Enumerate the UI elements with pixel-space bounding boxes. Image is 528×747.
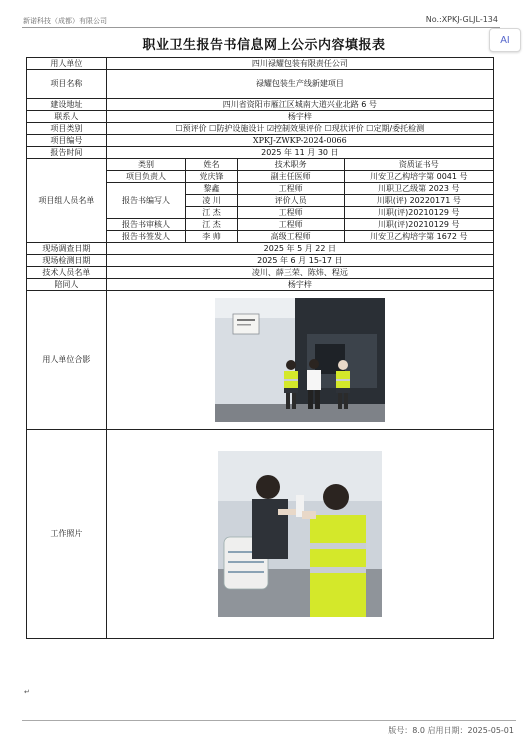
- project-no-label: 项目编号: [27, 135, 107, 147]
- team-header-title: 技术职务: [237, 159, 344, 171]
- team-role-signer: 报告书签发人: [106, 231, 186, 243]
- address-value: 四川省资阳市雁江区城南大道兴业北路 6 号: [106, 99, 493, 111]
- team-name: 李 帅: [186, 231, 237, 243]
- header-divider: [22, 27, 500, 28]
- contact-label: 联系人: [27, 111, 107, 123]
- team-cert: 川职(评)20210129 号: [344, 219, 493, 231]
- company-header: 新诺科技（成都）有限公司: [23, 17, 107, 25]
- group-photo-cell: [106, 291, 493, 430]
- work-photo-cell: [106, 430, 493, 639]
- team-header-category: 类别: [106, 159, 186, 171]
- team-name: 江 杰: [186, 219, 237, 231]
- team-title: 工程师: [237, 207, 344, 219]
- version-footer: 版号：8.0 启用日期：2025-05-01: [388, 726, 514, 735]
- project-name-value: 禄耀包装生产线新建项目: [106, 70, 493, 99]
- category-value: ☐预评价 ☐防护设施设计 ☑控制效果评价 ☐现状评价 ☐定期/委托检测: [106, 123, 493, 135]
- team-role-leader: 项目负责人: [106, 171, 186, 183]
- team-role-compiler: 报告书编写人: [106, 183, 186, 219]
- survey-date-label: 现场调查日期: [27, 243, 107, 255]
- team-title: 工程师: [237, 219, 344, 231]
- team-role-reviewer: 报告书审核人: [106, 219, 186, 231]
- team-header-cert: 资质证书号: [344, 159, 493, 171]
- address-label: 建设地址: [27, 99, 107, 111]
- report-time-label: 报告时间: [27, 147, 107, 159]
- test-date-label: 现场检测日期: [27, 255, 107, 267]
- team-name: 党庆锋: [186, 171, 237, 183]
- team-header-name: 姓名: [186, 159, 237, 171]
- report-time-value: 2025 年 11 月 30 日: [106, 147, 493, 159]
- work-photo-label: 工作照片: [27, 430, 107, 639]
- test-date-value: 2025 年 6 月 15-17 日: [106, 255, 493, 267]
- footer-divider: [22, 720, 516, 721]
- team-name: 黎鑫: [186, 183, 237, 195]
- team-cert: 川职(评) 20220171 号: [344, 195, 493, 207]
- disclosure-form-table: [26, 57, 494, 639]
- team-label: 项目组人员名单: [27, 159, 107, 243]
- document-number: No.:XPKJ-GLJL-134: [425, 15, 498, 24]
- employer-value: 四川禄耀包装有限责任公司: [106, 58, 493, 70]
- group-photo: [215, 298, 385, 422]
- tech-staff-value: 凌川、薛三荣、陈炜、程远: [106, 267, 493, 279]
- team-title: 工程师: [237, 183, 344, 195]
- team-title: 高级工程师: [237, 231, 344, 243]
- escort-label: 陪同人: [27, 279, 107, 291]
- ai-assistant-button[interactable]: AI: [489, 28, 521, 52]
- team-cert: 川安卫乙构培字第 1672 号: [344, 231, 493, 243]
- survey-date-value: 2025 年 5 月 22 日: [106, 243, 493, 255]
- group-photo-label: 用人单位合影: [27, 291, 107, 430]
- team-cert: 川职卫乙级第 2023 号: [344, 183, 493, 195]
- category-label: 项目类别: [27, 123, 107, 135]
- project-name-label: 项目名称: [27, 70, 107, 99]
- team-cert: 川安卫乙构培字第 0041 号: [344, 171, 493, 183]
- team-name: 江 杰: [186, 207, 237, 219]
- team-name: 凌 川: [186, 195, 237, 207]
- escort-value: 杨宇梓: [106, 279, 493, 291]
- team-title: 副主任医师: [237, 171, 344, 183]
- contact-value: 杨宇梓: [106, 111, 493, 123]
- team-title: 评价人员: [237, 195, 344, 207]
- project-no-value: XPKJ-ZWKP-2024-0066: [106, 135, 493, 147]
- work-photo: [218, 451, 382, 617]
- team-cert: 川职(评)20210129 号: [344, 207, 493, 219]
- form-title: 职业卫生报告书信息网上公示内容填报表: [142, 38, 386, 53]
- paragraph-mark: ↵: [24, 688, 30, 696]
- tech-staff-label: 技术人员名单: [27, 267, 107, 279]
- employer-label: 用人单位: [27, 58, 107, 70]
